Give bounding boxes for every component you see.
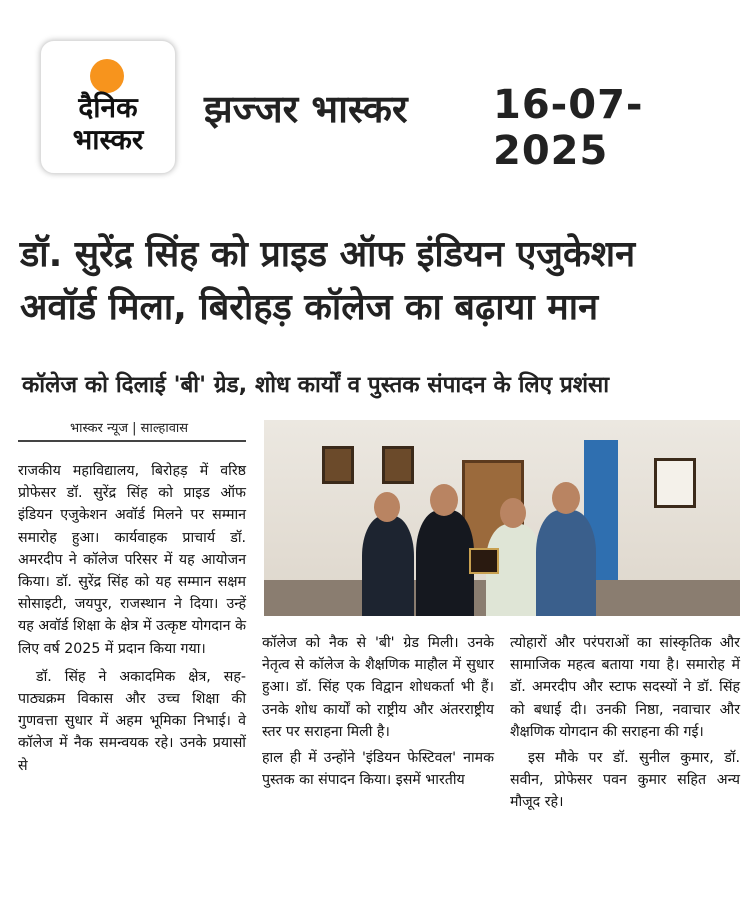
- subheadline: कॉलेज को दिलाई 'बी' ग्रेड, शोध कार्यों व पुस्तक संपादन के लिए प्रशंसा: [22, 372, 610, 398]
- col2-paragraph-2: हाल ही में उन्होंने 'इंडियन फेस्टिवल' नामक पुस्तक का संपादन किया। इसमें भारतीय: [262, 750, 494, 789]
- person-4-head: [552, 482, 580, 514]
- sun-icon: [90, 59, 124, 93]
- article-column-3: [510, 632, 740, 814]
- person-3-head: [500, 498, 526, 528]
- byline: भास्कर न्यूज | साल्हावास: [70, 421, 189, 436]
- logo-line1: दैनिक: [78, 91, 138, 124]
- headline: [20, 228, 740, 334]
- headline-line2: अवॉर्ड मिला, बिरोहड़ कॉलेज का बढ़ाया मान: [20, 287, 599, 328]
- publication-date: 16-07-2025: [493, 82, 644, 174]
- byline-divider: [18, 440, 246, 442]
- person-4: [536, 510, 596, 616]
- award-ceremony-photo: [264, 420, 740, 616]
- award-plaque-icon: [469, 548, 499, 574]
- col1-paragraph-2: डॉ. सिंह ने अकादमिक क्षेत्र, सह-पाठ्यक्रम विकास और उच्च शिक्षा की गुणवत्ता सुधार में अहम भूमिका निभाई। वे कॉलेज में नैक समन्वयक रहे। उनके प्रयासों से: [18, 668, 246, 774]
- col1-paragraph-1: राजकीय महाविद्यालय, बिरोहड़ में वरिष्ठ प्रोफेसर डॉ. सुरेंद्र सिंह को प्राइड ऑफ इंडियन एजुकेशन अवॉर्ड मिलने पर सम्मान समारोह हुआ। कार्यवाहक प्राचार्य डॉ. अमरदीप ने कॉलेज परिसर में यह आयोजन किया। डॉ. सुरेंद्र सिंह को यह सम्मान सक्षम सोसाइटी, जयपुर, राजस्थान ने दिया। उन्हें यह अवॉर्ड शिक्षा के क्षेत्र में उत्कृष्ट योगदान के लिए वर्ष 2025 में प्रदान किया गया।: [18, 463, 246, 657]
- article-column-1: [18, 460, 246, 777]
- edition-name: झज्जर भास्कर: [204, 87, 408, 131]
- col3-paragraph-2: इस मौके पर डॉ. सुनील कुमार, डॉ. सवीन, प्रोफेसर पवन कुमार सहित अन्य मौजूद रहे।: [510, 750, 740, 811]
- dainik-bhaskar-logo: [40, 40, 176, 174]
- person-1: [362, 516, 414, 616]
- portrait-frame-icon: [322, 446, 354, 484]
- col3-paragraph-1: त्योहारों और परंपराओं का सांस्कृतिक और सामाजिक महत्व बताया गया है। समारोह में डॉ. अमरदीप और स्टाफ सदस्यों ने डॉ. सिंह को बधाई दी। उनकी निष्ठा, नवाचार और शैक्षणिक योगदान की सराहना की गई।: [510, 635, 740, 740]
- portrait-frame-icon: [382, 446, 414, 484]
- col2-paragraph-1: कॉलेज को नैक से 'बी' ग्रेड मिली। उनके नेतृत्व से कॉलेज के शैक्षणिक माहौल में सुधार हुआ। डॉ. सिंह एक विद्वान शोधकर्ता भी हैं। उनके शोध कार्यों को राष्ट्रीय और अंतरराष्ट्रीय स्तर पर सराहना मिली है।: [262, 635, 494, 740]
- person-1-head: [374, 492, 400, 522]
- headline-line1: डॉ. सुरेंद्र सिंह को प्राइड ऑफ इंडियन एजुकेशन: [20, 234, 636, 275]
- person-2-head: [430, 484, 458, 516]
- certificate-frame-icon: [654, 458, 696, 508]
- person-2: [416, 510, 474, 616]
- article-column-2: [262, 632, 494, 791]
- logo-line2: भास्कर: [72, 123, 144, 156]
